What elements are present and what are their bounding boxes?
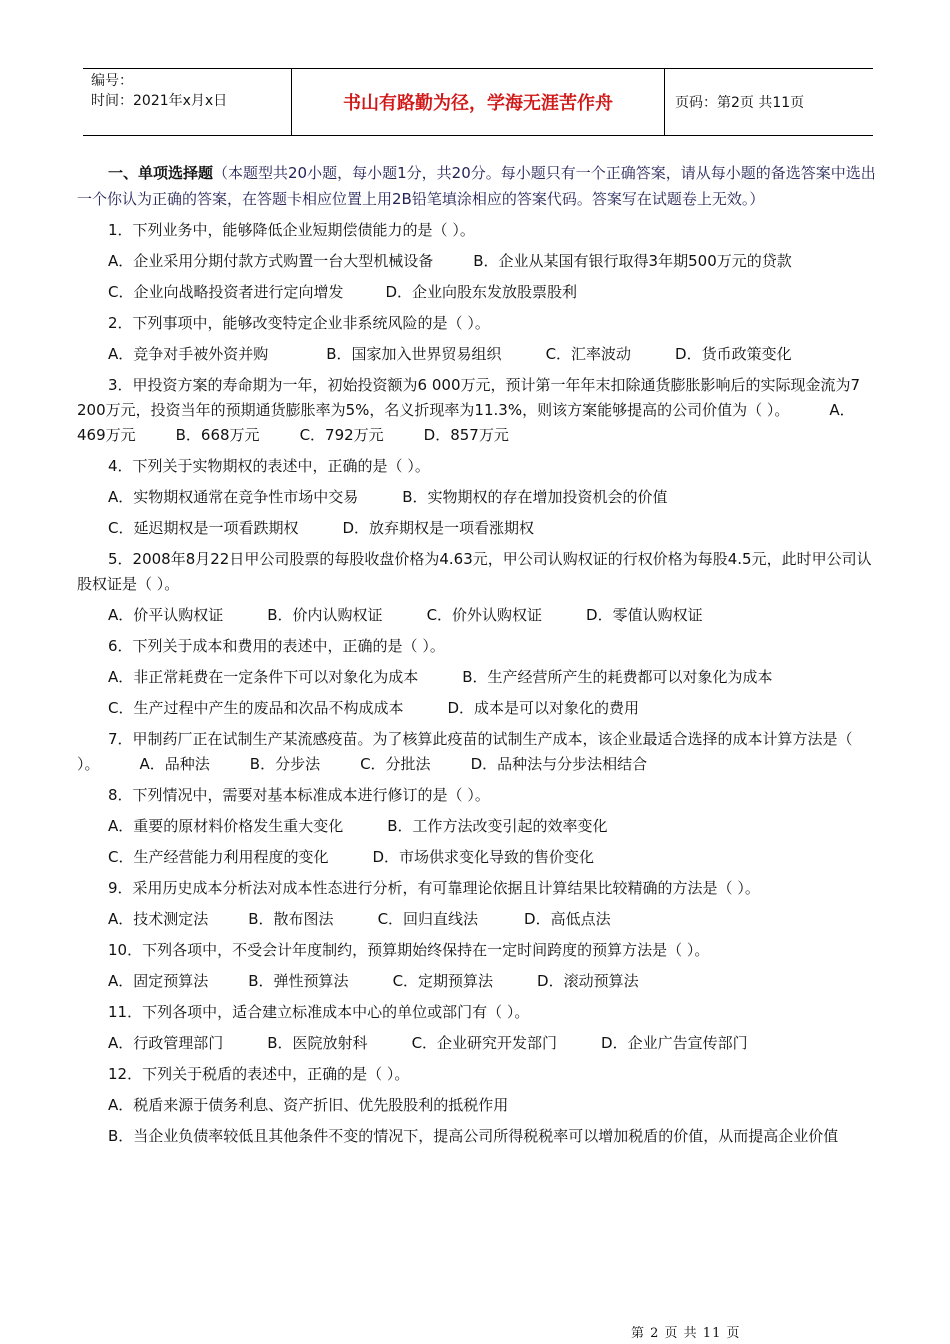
section-instructions: （本题型共20小题，每小题1分，共20分。每小题只有一个正确答案，请从每小题的备选答案中选出一个你认为正确的答案，在答题卡相应位置上用2B铅笔填涂相应的答案代码。答案写在试题卷上无效。）	[77, 164, 876, 208]
answer-option: B．生产经营所产生的耗费都可以对象化为成本	[462, 668, 773, 686]
answer-option: D．高低点法	[524, 910, 611, 928]
question-stem	[77, 727, 879, 777]
answer-option: B．企业从某国有银行取得3年期500万元的贷款	[473, 252, 792, 270]
question-stem: 11．下列各项中，适合建立标准成本中心的单位或部门有（ ）。	[108, 1003, 530, 1021]
option-row	[77, 603, 879, 628]
answer-option: C．汇率波动	[545, 345, 632, 363]
section-intro	[77, 160, 879, 212]
question-stem: 1．下列业务中，能够降低企业短期偿债能力的是（ ）。	[108, 221, 475, 239]
option-row	[77, 1031, 879, 1056]
question-stem: 10．下列各项中，不受会计年度制约，预算期始终保持在一定时间跨度的预算方法是（ ）。	[108, 941, 710, 959]
header-page-number: 页码：第2页 共11页	[675, 95, 805, 111]
question-stem: 2．下列事项中，能够改变特定企业非系统风险的是（ ）。	[108, 314, 490, 332]
option-row	[77, 814, 879, 839]
answer-option: B．价内认购权证	[267, 606, 383, 624]
answer-option: A．税盾来源于债务利息、资产折旧、优先股股利的抵税作用	[108, 1096, 509, 1114]
answer-option: A．价平认购权证	[108, 606, 224, 624]
answer-option: B．弹性预算法	[248, 972, 349, 990]
question-stem: 9．采用历史成本分析法对成本性态进行分析，有可靠理论依据且计算结果比较精确的方法是（ ）。	[108, 879, 760, 897]
answer-option: C．价外认购权证	[426, 606, 543, 624]
question-stem: 8．下列情况中，需要对基本标准成本进行修订的是（ ）。	[108, 786, 490, 804]
option-row	[77, 280, 879, 305]
answer-option: A．非正常耗费在一定条件下可以对象化为成本	[108, 668, 419, 686]
question-text: 3．甲投资方案的寿命期为一年，初始投资额为6 000万元，预计第一年年末扣除通货膨胀影响后的实际现金流为7 200万元，投资当年的预期通货膨胀率为5%，名义折现率为11.3%，则该方案能够提高的公司价值为（ ）。	[77, 376, 861, 419]
option-row	[77, 696, 879, 721]
answer-option: B．工作方法改变引起的效率变化	[387, 817, 608, 835]
answer-option: A．行政管理部门	[108, 1034, 224, 1052]
answer-option: A．企业采用分期付款方式购置一台大型机械设备	[108, 252, 434, 270]
option-row	[77, 249, 879, 274]
answer-option: B．分步法	[249, 755, 321, 773]
answer-option: A．竞争对手被外资并购	[108, 345, 269, 363]
option-row	[77, 845, 879, 870]
answer-option: D．滚动预算法	[537, 972, 639, 990]
section-title: 一、单项选择题	[108, 164, 214, 182]
answer-option: B．医院放射科	[267, 1034, 368, 1052]
answer-option: A．469万元	[77, 401, 855, 444]
answer-option: A．固定预算法	[108, 972, 209, 990]
answer-option: D．企业向股东发放股票股利	[385, 283, 578, 301]
answer-option: B．实物期权的存在增加投资机会的价值	[402, 488, 668, 506]
answer-option: C．回归直线法	[377, 910, 479, 928]
answer-option: B．国家加入世界贸易组织	[326, 345, 502, 363]
answer-option: C．792万元	[299, 426, 384, 444]
answer-option: C．企业研究开发部门	[411, 1034, 558, 1052]
answer-option: B．当企业负债率较低且其他条件不变的情况下，提高公司所得税税率可以增加税盾的价值，从而提高企业价值	[108, 1127, 839, 1145]
header-table	[83, 68, 873, 136]
answer-option: D．零值认购权证	[586, 606, 703, 624]
exam-content	[77, 160, 879, 1149]
question-stem: 6．下列关于成本和费用的表述中，正确的是（ ）。	[108, 637, 445, 655]
answer-option: A．品种法	[139, 755, 210, 773]
answer-option: D．放弃期权是一项看涨期权	[342, 519, 535, 537]
document-number-label: 编号：	[91, 73, 133, 89]
option-row	[77, 516, 879, 541]
answer-option: A．技术测定法	[108, 910, 209, 928]
question-stem: 4．下列关于实物期权的表述中，正确的是（ ）。	[108, 457, 430, 475]
question-stem: 12．下列关于税盾的表述中，正确的是（ ）。	[108, 1065, 410, 1083]
answer-option: C．延迟期权是一项看跌期权	[108, 519, 299, 537]
answer-option: B．散布图法	[248, 910, 334, 928]
answer-option: A．实物期权通常在竞争性市场中交易	[108, 488, 359, 506]
option-row	[77, 969, 879, 994]
answer-option: A．重要的原材料价格发生重大变化	[108, 817, 344, 835]
answer-option: D．品种法与分步法相结合	[470, 755, 648, 773]
answer-option: C．分批法	[360, 755, 431, 773]
question-stem: 5．2008年8月22日甲公司股票的每股收盘价格为4.63元，甲公司认购权证的行权价格为每股4.5元，此时甲公司认股权证是（ ）。	[77, 550, 872, 593]
option-row	[77, 342, 879, 367]
answer-option: D．货币政策变化	[675, 345, 792, 363]
header-meta-cell	[83, 69, 292, 136]
answer-option: D．企业广告宣传部门	[601, 1034, 748, 1052]
answer-option: B．668万元	[175, 426, 260, 444]
answer-option: C．企业向战略投资者进行定向增发	[108, 283, 344, 301]
answer-option: D．成本是可以对象化的费用	[447, 699, 640, 717]
option-row	[77, 907, 879, 932]
answer-option: D．857万元	[423, 426, 509, 444]
answer-option: C．定期预算法	[392, 972, 494, 990]
question-list	[77, 218, 879, 1149]
answer-option: D．市场供求变化导致的售价变化	[372, 848, 595, 866]
option-row	[77, 485, 879, 510]
answer-option: C．生产过程中产生的废品和次品不构成成本	[108, 699, 404, 717]
option-row	[77, 665, 879, 690]
document-time-label: 时间：2021年x月x日	[91, 93, 228, 109]
header-motto: 书山有路勤为径，学海无涯苦作舟	[292, 69, 665, 136]
page-footer: 第 2 页 共 11 页	[631, 1326, 741, 1341]
question-stem	[77, 373, 879, 448]
answer-option: C．生产经营能力利用程度的变化	[108, 848, 329, 866]
question-text: 7．甲制药厂正在试制生产某流感疫苗。为了核算此疫苗的试制生产成本，该企业最适合选择的成本计算方法是（ ）。	[77, 730, 853, 773]
